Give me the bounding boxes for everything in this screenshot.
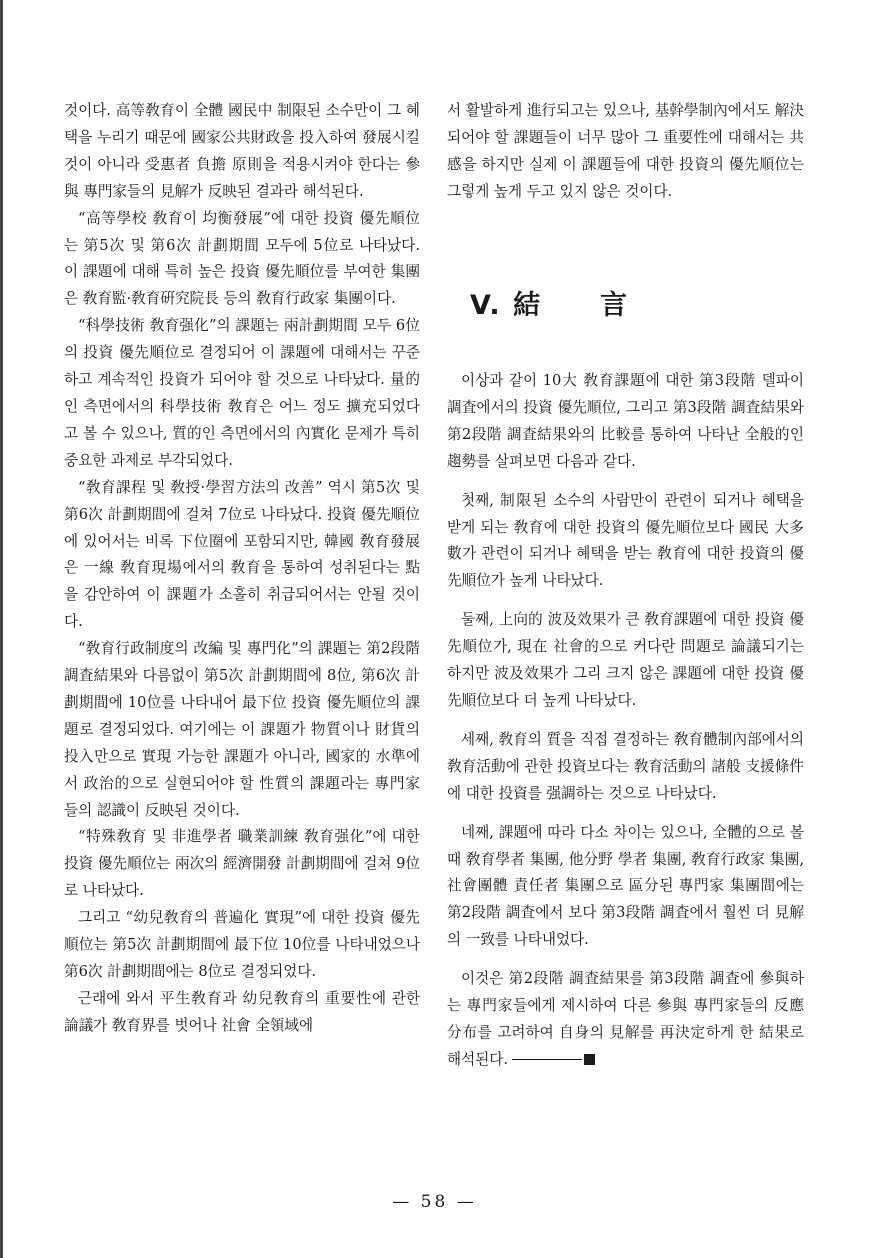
- paragraph: [447, 966, 804, 1074]
- paragraph: 둘째, 上向的 波及效果가 큰 敎育課題에 대한 投資 優先順位가, 現在 社會的으로 커다란 問題로 論議되기는 하지만 波及效果가 그리 크지 않은 課題에 대한 投資 優先順位보다 더 높게 나타났다.: [447, 611, 804, 709]
- paragraph: 것이다. 高等敎育이 全體 國民中 制限된 소수만이 그 혜택을 누리기 때문에 國家公共財政을 投入하여 發展시킬 것이 아니라 受惠者 負擔 原則을 적용시켜야 한다는 參與 專門家들의 見解가 反映된 결과라 해석된다.: [64, 102, 420, 200]
- paragraph: “科學技術 敎育强化”의 課題는 兩計劃期間 모두 6位의 投資 優先順位로 결정되어 이 課題에 대해서는 꾸준하고 계속적인 投資가 되어야 할 것으로 나타났다. 量的인 측면에서의 科學技術 敎育은 어느 정도 擴充되었다고 볼 수 있으나, 質的인 측면에서의 內實化 문제가 특히 중요한 과제로 부각되었다.: [64, 317, 420, 469]
- paragraph: 서 활발하게 進行되고는 있으나, 基幹學制內에서도 解決되어야 할 課題들이 너무 많아 그 重要性에 대해서는 共感을 하지만 실제 이 課題들에 대한 投資의 優先順位는 그렇게 높게 두고 있지 않은 것이다.: [447, 102, 804, 200]
- paragraph: 세째, 敎育의 質을 직접 결정하는 敎育體制內部에서의 敎育活動에 관한 投資보다는 敎育活動의 諸般 支援條件에 대한 投資를 强調하는 것으로 나타났다.: [447, 730, 804, 802]
- right-column-top: [447, 98, 804, 206]
- paragraph: “特殊敎育 및 非進學者 職業訓練 敎育强化”에 대한 投資 優先順位는 兩次의 經濟開發 計劃期間에 걸쳐 9位로 나타났다.: [64, 828, 420, 900]
- paragraph: 이상과 같이 10大 敎育課題에 대한 第3段階 델파이 調査에서의 投資 優先順位, 그리고 第3段階 調査結果와 第2段階 調査結果와의 比較를 통하여 나타난 全般的인 趨勢를 살펴보면 다음과 같다.: [447, 372, 804, 470]
- paragraph: 그리고 “幼兒敎育의 普遍化 實現”에 대한 投資 優先順位는 第5次 計劃期間에 最下位 10位를 나타내었으나 第6次 計劃期間에는 8位로 결정되었다.: [64, 909, 420, 980]
- paragraph-text: 이것은 第2段階 調査結果를 第3段階 調査에 參與하는 專門家들에게 제시하여 다른 參與 專門家들의 反應分布를 고려하여 自身의 見解를 再決定하게 한 結果로 해석된다.: [447, 970, 804, 1068]
- scan-edge: [0, 0, 3, 1258]
- paragraph: “高等學校 敎育이 均衡發展”에 대한 投資 優先順位는 第5次 및 第6次 計劃期間 모두에 5位로 나타났다. 이 課題에 대해 특히 높은 投資 優先順位를 부여한 集團은 敎育監·敎育硏究院長 등의 敎育行政家 集團이다.: [64, 209, 420, 308]
- section-heading: V. 結 言: [470, 290, 630, 321]
- end-square-icon: [584, 1054, 595, 1065]
- end-mark: [508, 1051, 595, 1068]
- end-line: [512, 1059, 582, 1060]
- paragraph: “敎育行政制度의 改編 및 專門化”의 課題는 第2段階 調査結果와 다름없이 第5次 計劃期間에 8位, 第6次 計劃期間에 10位를 나타내어 最下位 投資 優先順位의 課題로 결정되었다. 여기에는 이 課題가 物質이나 財貨의 投入만으로 實現 가능한 課題가 아니라, 國家的 水準에서 政治的으로 실현되어야 할 性質의 課題라는 專門家들의 認識이 反映된 것이다.: [64, 640, 420, 819]
- paragraph: “敎育課程 및 敎授·學習方法의 改善” 역시 第5次 및 第6次 計劃期間에 걸쳐 7位로 나타났다. 投資 優先順位에 있어서는 비록 下位圈에 포함되지만, 韓國 敎育發展은 一線 敎育現場에서의 敎育을 통하여 성취된다는 點을 감안하여 이 課題가 소홀히 취급되어서는 안될 것이다.: [64, 478, 420, 631]
- right-column-body: [447, 368, 804, 1074]
- paragraph: 첫째, 制限된 소수의 사람만이 관련이 되거나 혜택을 받게 되는 敎育에 대한 投資의 優先順位보다 國民 大多數가 관련이 되거나 혜택을 받는 敎育에 대한 投資의 優先順位가 높게 나타났다.: [447, 491, 804, 590]
- page-number: — 58 —: [392, 1192, 477, 1212]
- paragraph: 근래에 와서 平生敎育과 幼兒敎育의 重要性에 관한 論議가 敎育界를 벗어나 社會 全領域에: [64, 989, 420, 1034]
- left-column: [64, 98, 420, 1040]
- paragraph: 네째, 課題에 따라 다소 차이는 있으나, 全體的으로 볼 때 敎育學者 集團, 他分野 學者 集團, 敎育行政家 集團, 社會團體 責任者 集團으로 區分된 專門家 集團間에는 第2段階 調査에서 보다 第3段階 調査에서 훨씬 더 見解의 一致를 나타내었다.: [447, 823, 804, 949]
